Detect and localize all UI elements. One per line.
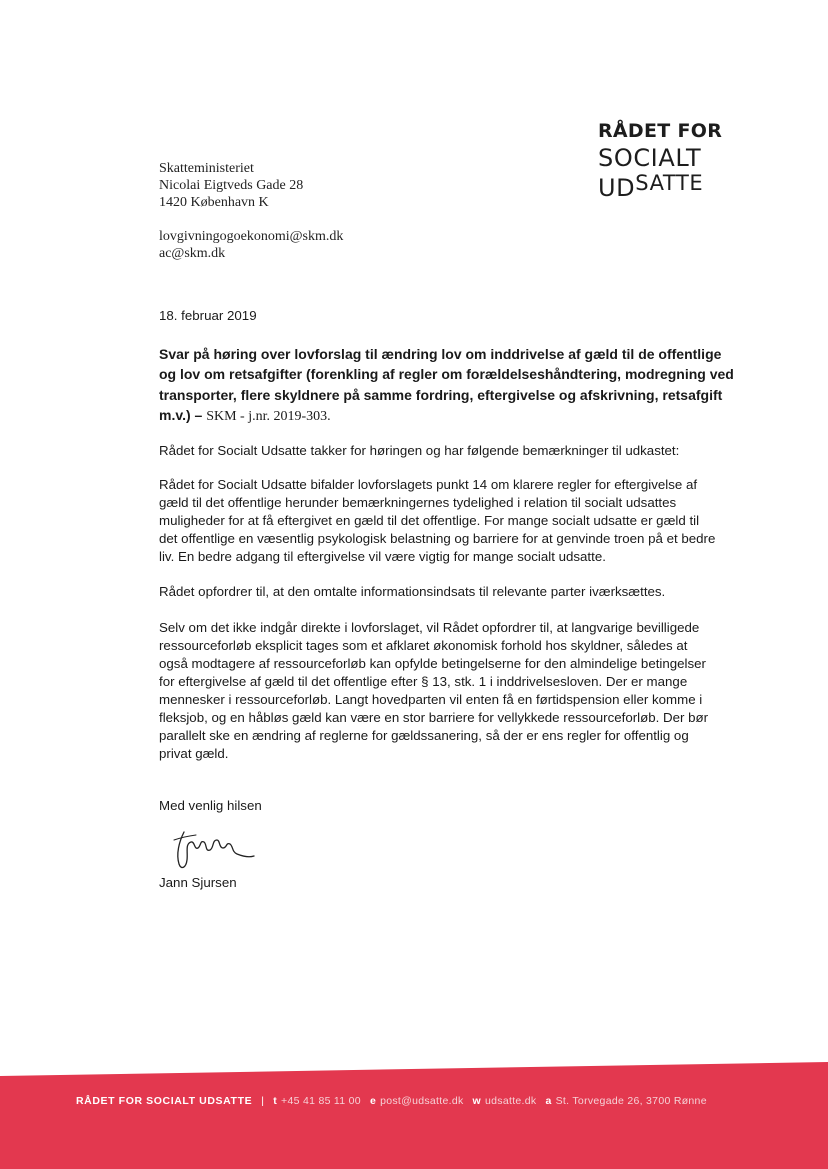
paragraph-3: Rådet opfordrer til, at den omtalte informationsindsats til relevante parter iværksættes. — [159, 584, 666, 599]
recipient-email-1[interactable]: lovgivningogoekonomi@skm.dk — [159, 229, 344, 244]
logo-line-3 — [598, 173, 738, 200]
recipient-email-2[interactable]: ac@skm.dk — [159, 246, 226, 261]
paragraph-2: Rådet for Socialt Udsatte bifalder lovforslagets punkt 14 om klarere regler for eftergivelse af gæld til det offentlige herunder bemærkningernes tydelighed i relation til socialt udsattes muligheder for at få eftergivet en gæld til det offentlige. For mange socialt udsatte er gæld til det offentlige en væsentlig psykologisk belastning og barriere for at genvinde troen på et bedre liv. En bedre adgang til eftergivelse vil være vigtig for mange socialt udsatte. — [159, 477, 716, 564]
footer-band — [0, 1062, 828, 1169]
footer-web[interactable]: udsatte.dk — [485, 1095, 537, 1107]
subject-reference: SKM - j.nr. 2019-303. — [206, 408, 331, 424]
paragraph-4: Selv om det ikke indgår direkte i lovforslaget, vil Rådet opfordrer til, at langvarige bevilligede ressourceforløb eksplicit tages som et afklaret økonomisk forhold hos skyldner, således at også modtagere af ressourceforløb kan opfylde betingelserne for den almindelige betingelser for eftergivelse af gæld til det offentlige efter § 13, stk. 1 i inddrivelsesloven. Der er mange mennesker i ressourceforløb. Langt hovedparten vil enten få en førtidspension eller komme i fleksjob, og en håbløs gæld kan være en stor barriere for vellykkede ressourceforløb. Der bør parallelt ske en ændring af reglerne for gældssanering, så der er ens regler for offentlig og privat gæld. — [159, 620, 709, 761]
footer-address: St. Torvegade 26, 3700 Rønne — [555, 1095, 707, 1107]
footer-email[interactable]: post@udsatte.dk — [380, 1095, 464, 1107]
organization-logo — [598, 122, 738, 200]
letter-subject — [159, 344, 734, 427]
recipient-name: Skatteministeriet — [159, 161, 254, 176]
footer-address-key: a — [545, 1095, 552, 1107]
letter-date: 18. februar 2019 — [159, 308, 257, 323]
footer-separator: | — [261, 1095, 265, 1107]
recipient-city: 1420 København K — [159, 195, 269, 210]
recipient-street: Nicolai Eigtveds Gade 28 — [159, 178, 304, 193]
footer-contact-line — [76, 1095, 716, 1107]
handwritten-signature — [170, 826, 260, 876]
signer-name: Jann Sjursen — [159, 875, 237, 890]
subject-text: Svar på høring over lovforslag til ændring lov om inddrivelse af gæld til de offentlige og lov om retsafgifter (forenkling af regler om forældelseshåndtering, modregning ved transporter, flere skyldnere på samme fordring, eftergivelse og afskrivning, retsafgift m.v.) – — [159, 346, 734, 423]
logo-line-2: SOCIALT — [598, 144, 702, 172]
footer-background — [0, 1062, 828, 1169]
footer-brand: RÅDET FOR SOCIALT UDSATTE — [76, 1095, 253, 1107]
footer-web-key: w — [472, 1095, 482, 1107]
recipient-address — [159, 160, 303, 211]
logo-line-1: RÅDET FOR — [598, 120, 723, 142]
paragraph-1: Rådet for Socialt Udsatte takker for høringen og har følgende bemærkninger til udkastet: — [159, 443, 680, 458]
footer-phone[interactable]: +45 41 85 11 00 — [281, 1095, 361, 1107]
footer-phone-key: t — [273, 1095, 278, 1107]
recipient-emails — [159, 228, 343, 262]
logo-satte: SATTE — [635, 171, 704, 195]
closing-greeting: Med venlig hilsen — [159, 798, 262, 813]
logo-ud: UD — [598, 174, 636, 202]
footer-email-key: e — [369, 1095, 377, 1107]
